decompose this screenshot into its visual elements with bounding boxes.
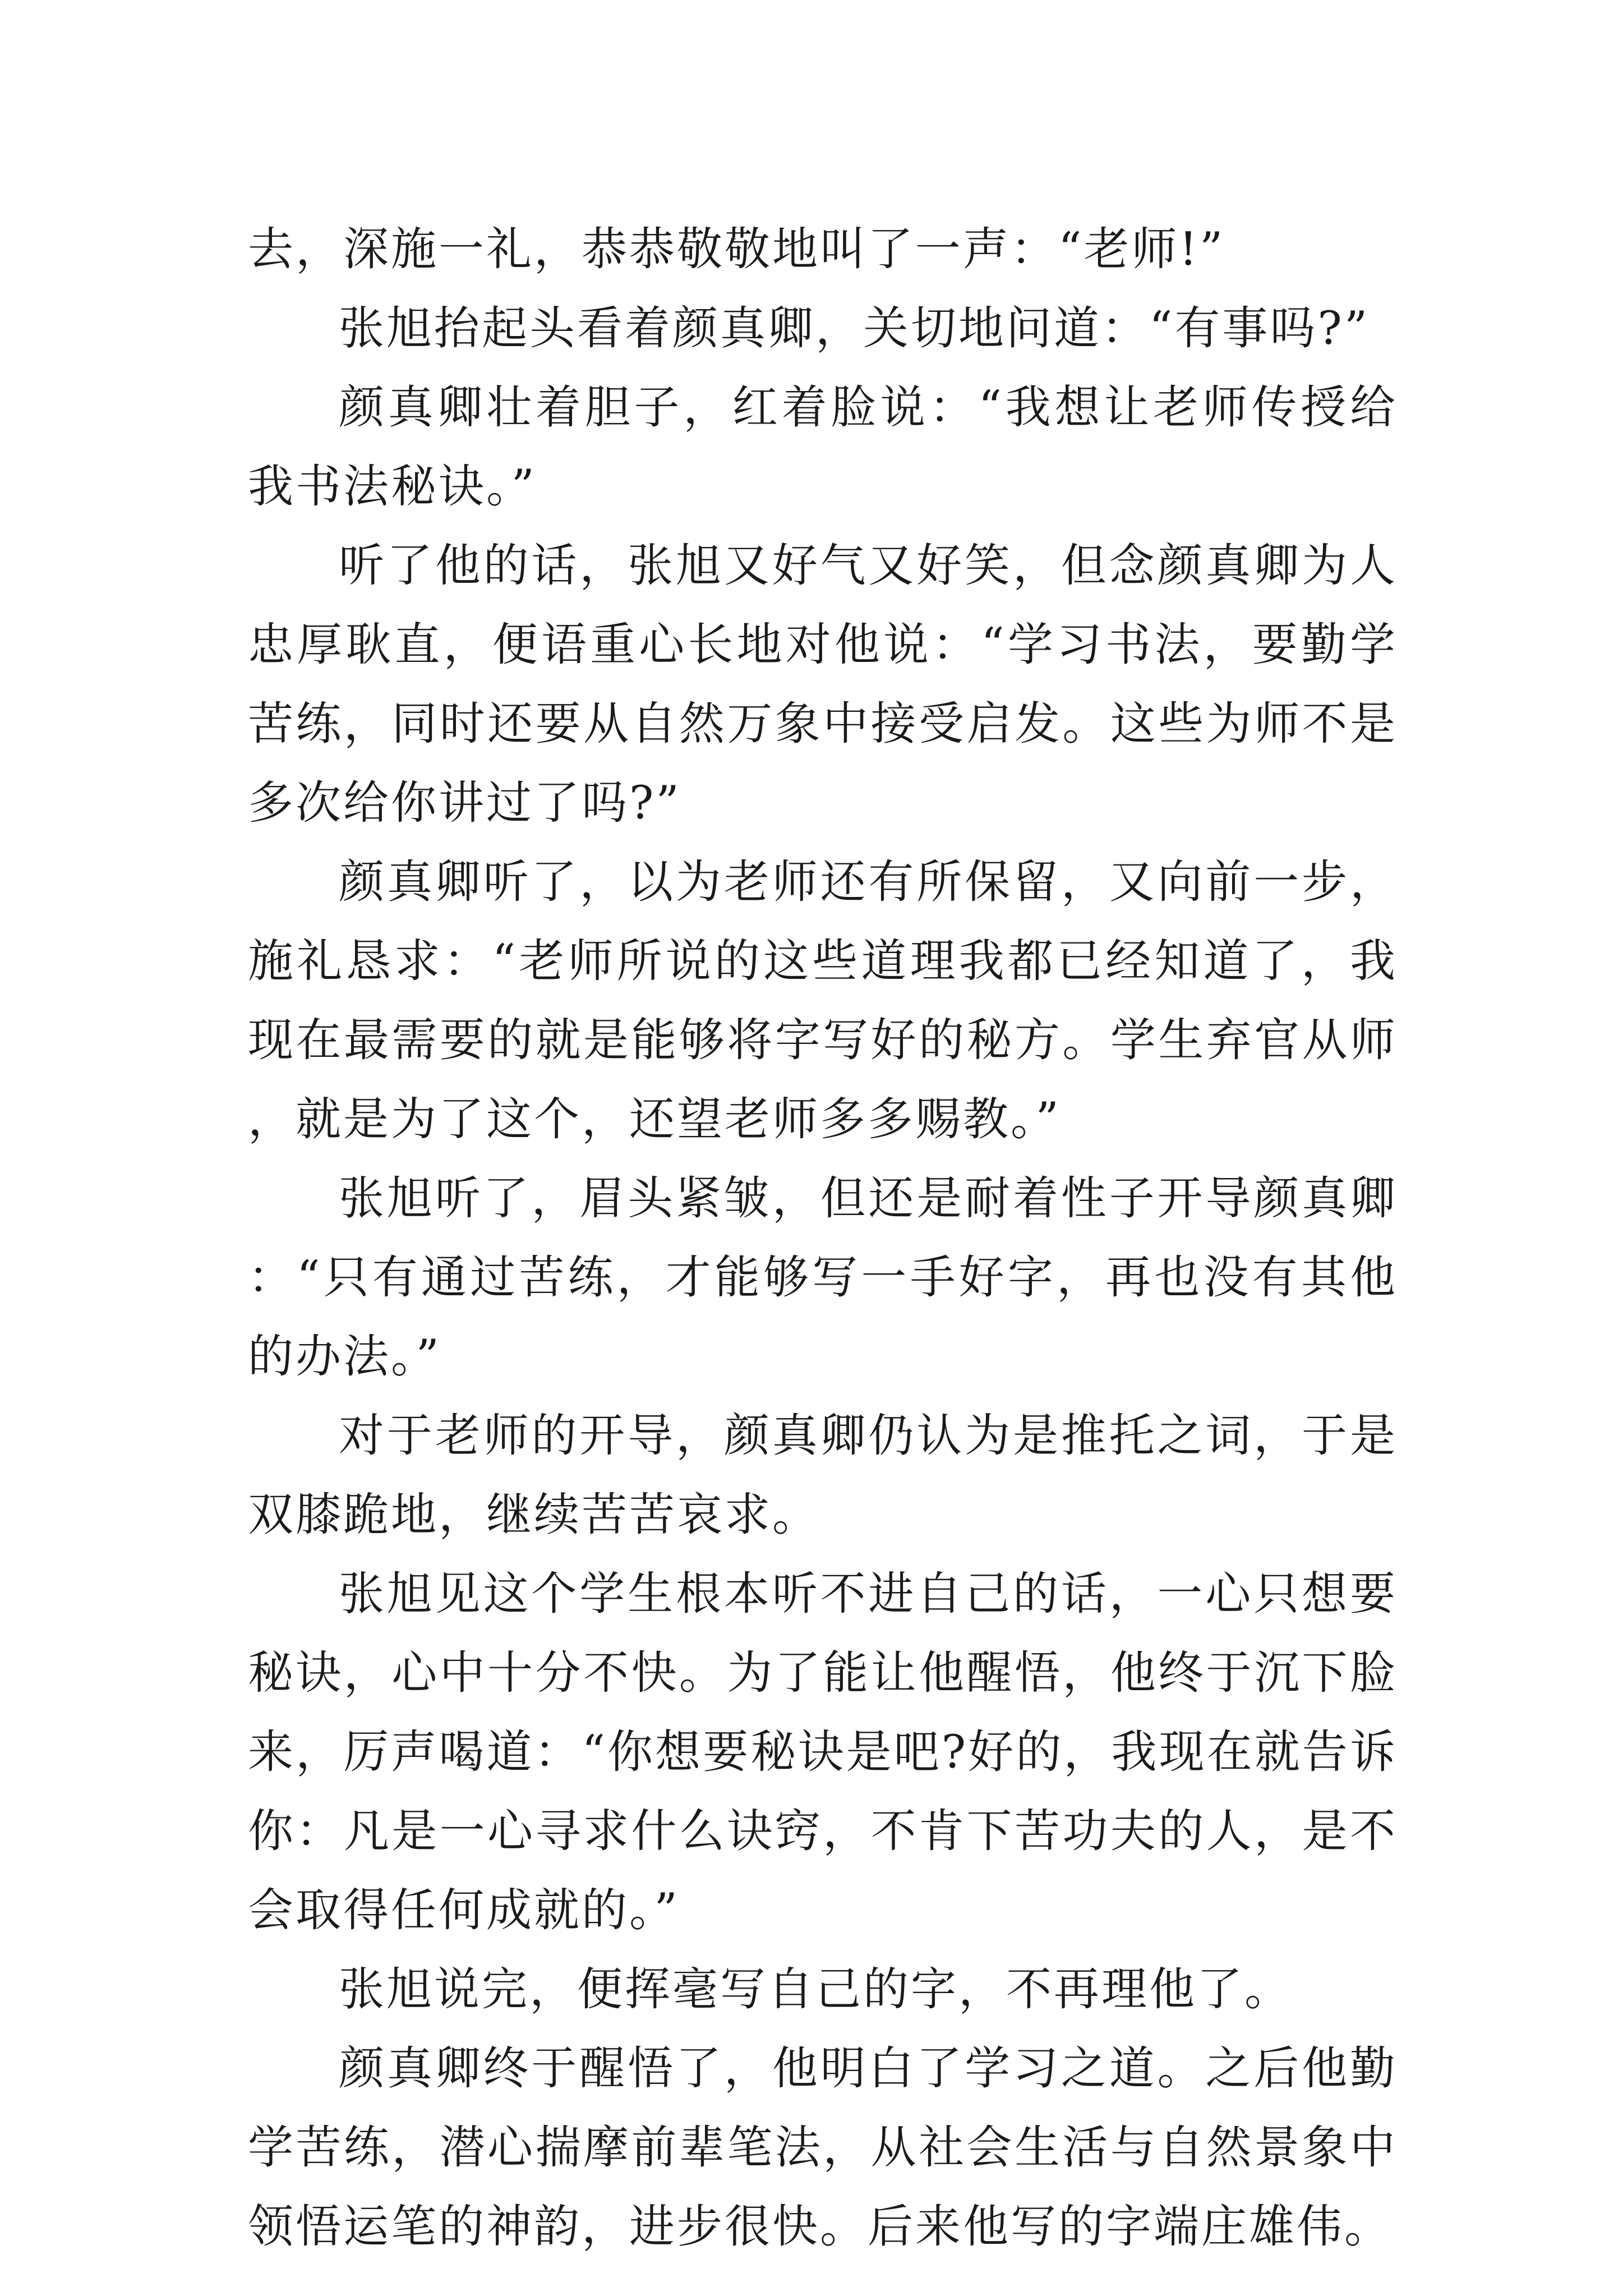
paragraph-6: 张旭听了，眉头紧皱，但还是耐着性子开导颜真卿：“只有通过苦练，才能够写一手好字，再也没有其他的办法。” (248, 1172, 1398, 1383)
paragraph-10: 颜真卿终于醒悟了，他明白了学习之道。之后他勤学苦练，潜心揣摩前辈笔法，从社会生活与自然景象中领悟运笔的神韵，进步很快。后来他写的字端庄雄伟。 (248, 2042, 1398, 2253)
paragraph-3: 颜真卿壮着胆子，红着脸说：“我想让老师传授给我书法秘诀。” (248, 381, 1398, 513)
paragraph-7: 对于老师的开导，颜真卿仍认为是推托之词，于是双膝跪地，继续苦苦哀求。 (248, 1410, 1398, 1542)
paragraph-9: 张旭说完，便挥毫写自己的字，不再理他了。 (339, 1963, 1293, 2016)
paragraph-4: 听了他的话，张旭又好气又好笑，但念颜真卿为人忠厚耿直，便语重心长地对他说：“学习书法，要勤学苦练，同时还要从自然万象中接受启发。这些为师不是多次给你讲过了吗?” (248, 540, 1398, 830)
story-body (248, 210, 1398, 2267)
paragraph-5: 颜真卿听了，以为老师还有所保留，又向前一步，施礼恳求：“老师所说的这些道理我都已经知道了，我现在最需要的就是能够将字写好的秘方。学生弃官从师，就是为了这个，还望老师多多赐教。” (248, 856, 1398, 1146)
paragraph-8: 张旭见这个学生根本听不进自己的话，一心只想要秘诀，心中十分不快。为了能让他醒悟，他终于沉下脸来，厉声喝道：“你想要秘诀是吧?好的，我现在就告诉你：凡是一心寻求什么诀窍，不肯下苦功夫的人，是不会取得任何成就的。” (248, 1568, 1398, 1937)
paragraph-2: 张旭抬起头看着颜真卿，关切地问道：“有事吗?” (339, 302, 1370, 355)
paragraph-1: 去，深施一礼，恭恭敬敬地叫了一声：“老师!” (248, 223, 1225, 276)
